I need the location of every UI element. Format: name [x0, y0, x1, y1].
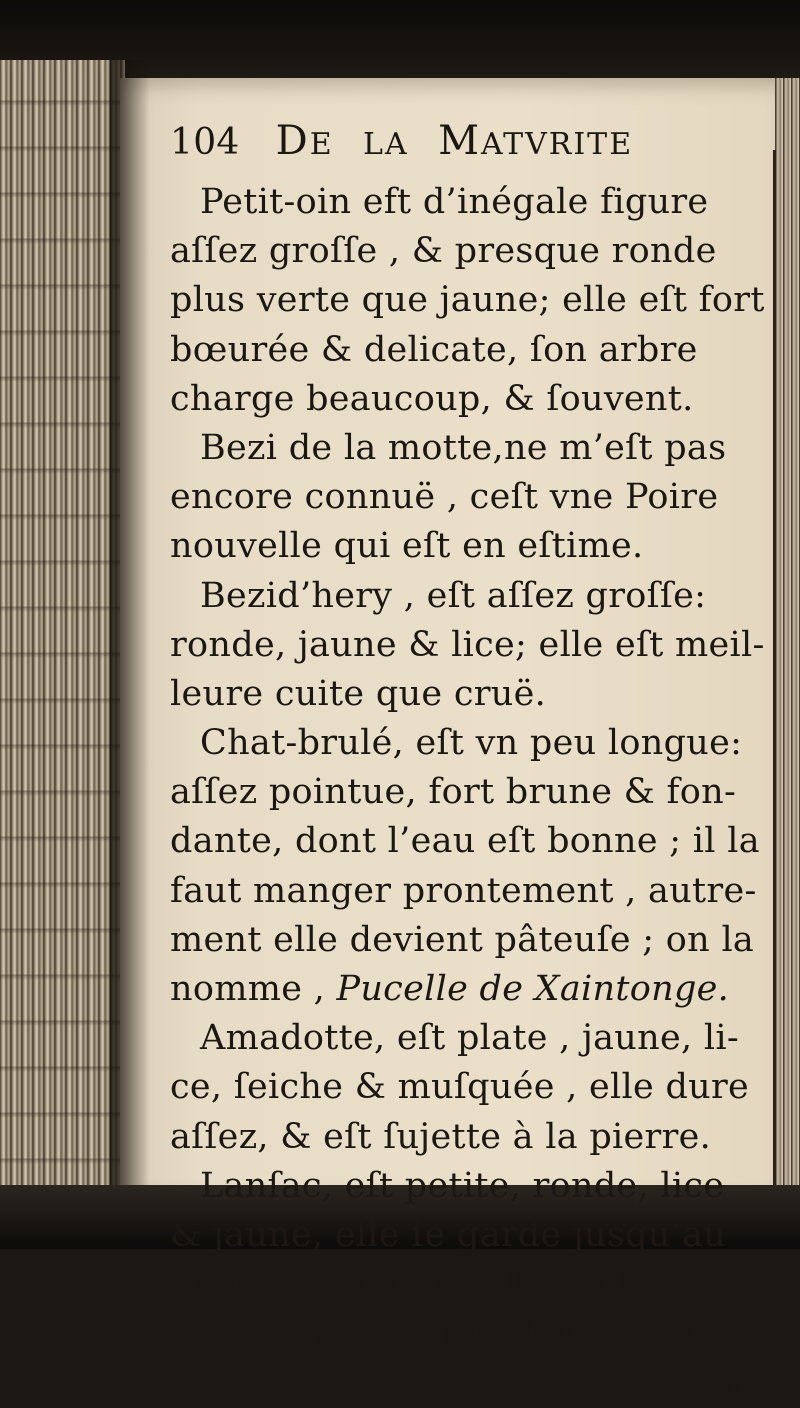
- text-line: dante, dont l’eau eſt bonne ; il la: [170, 821, 760, 862]
- text-line: ronde, jaune & lice; elle eſt meil-: [170, 624, 765, 665]
- text-line: faut manger prontement , autre-: [170, 870, 757, 911]
- running-title: DE LA MATVRITE: [275, 118, 634, 164]
- running-header: [170, 118, 770, 178]
- catchword: ſom: [686, 1362, 755, 1403]
- text-line: encore connuë , ceſt vne Poire: [170, 477, 719, 518]
- text-line: ce, ſeiche & muſquée , elle dure: [170, 1067, 750, 1108]
- text-line: bœurée & delicate, ſon arbre: [170, 329, 698, 370]
- text-line: Bezid’hery , eſt aſſez groſſe:: [200, 575, 707, 616]
- page-text: [170, 118, 795, 1408]
- text-line: charge beaucoup, & ſouvent.: [170, 378, 694, 419]
- right-page-edges: [775, 78, 800, 1190]
- left-page-edges: [0, 60, 125, 1190]
- text-line: mois de Iauvier , elle eſt tres bœu-: [170, 1264, 795, 1305]
- gutter-shadow: [110, 60, 150, 1190]
- text-line: plus verte que jaune; elle eſt fort: [170, 280, 765, 321]
- pucelle-title: Pucelle de Xaintonge.: [336, 969, 730, 1009]
- text-line: aſſez groſſe , & presque ronde: [170, 231, 717, 272]
- text-line: rée, & vne des meilleure. Poires: [170, 1313, 749, 1354]
- text-line: aſſez pointue, fort brune & fon-: [170, 772, 737, 813]
- text-line: nouvelle qui eſt en eſtime.: [170, 526, 644, 567]
- text-line: & jaune, elle ſe garde jusqu’au: [170, 1214, 727, 1255]
- text-line: Chat-brulé, eſt vn peu longue:: [200, 723, 743, 764]
- text-line: Bezi de la motte,ne m’eſt pas: [200, 427, 727, 468]
- page-number: 104: [170, 122, 240, 163]
- right-edge-line: [773, 150, 776, 1190]
- nomme-prefix: nomme ,: [170, 969, 337, 1009]
- text-line: leure cuite que cruë.: [170, 673, 547, 714]
- text-line: [170, 965, 770, 1014]
- text-line: Petit-oin eft d’inégale figure: [200, 182, 709, 222]
- text-line: aſſez, & eſt ſujette à la pierre.: [170, 1116, 712, 1157]
- text-line: ment elle devient pâteuſe ; on la: [170, 919, 755, 960]
- text-line: Lanſac, eſt petite, ronde, lice: [200, 1165, 725, 1206]
- text-line: Amadotte, eſt plate , jaune, li-: [200, 1018, 739, 1059]
